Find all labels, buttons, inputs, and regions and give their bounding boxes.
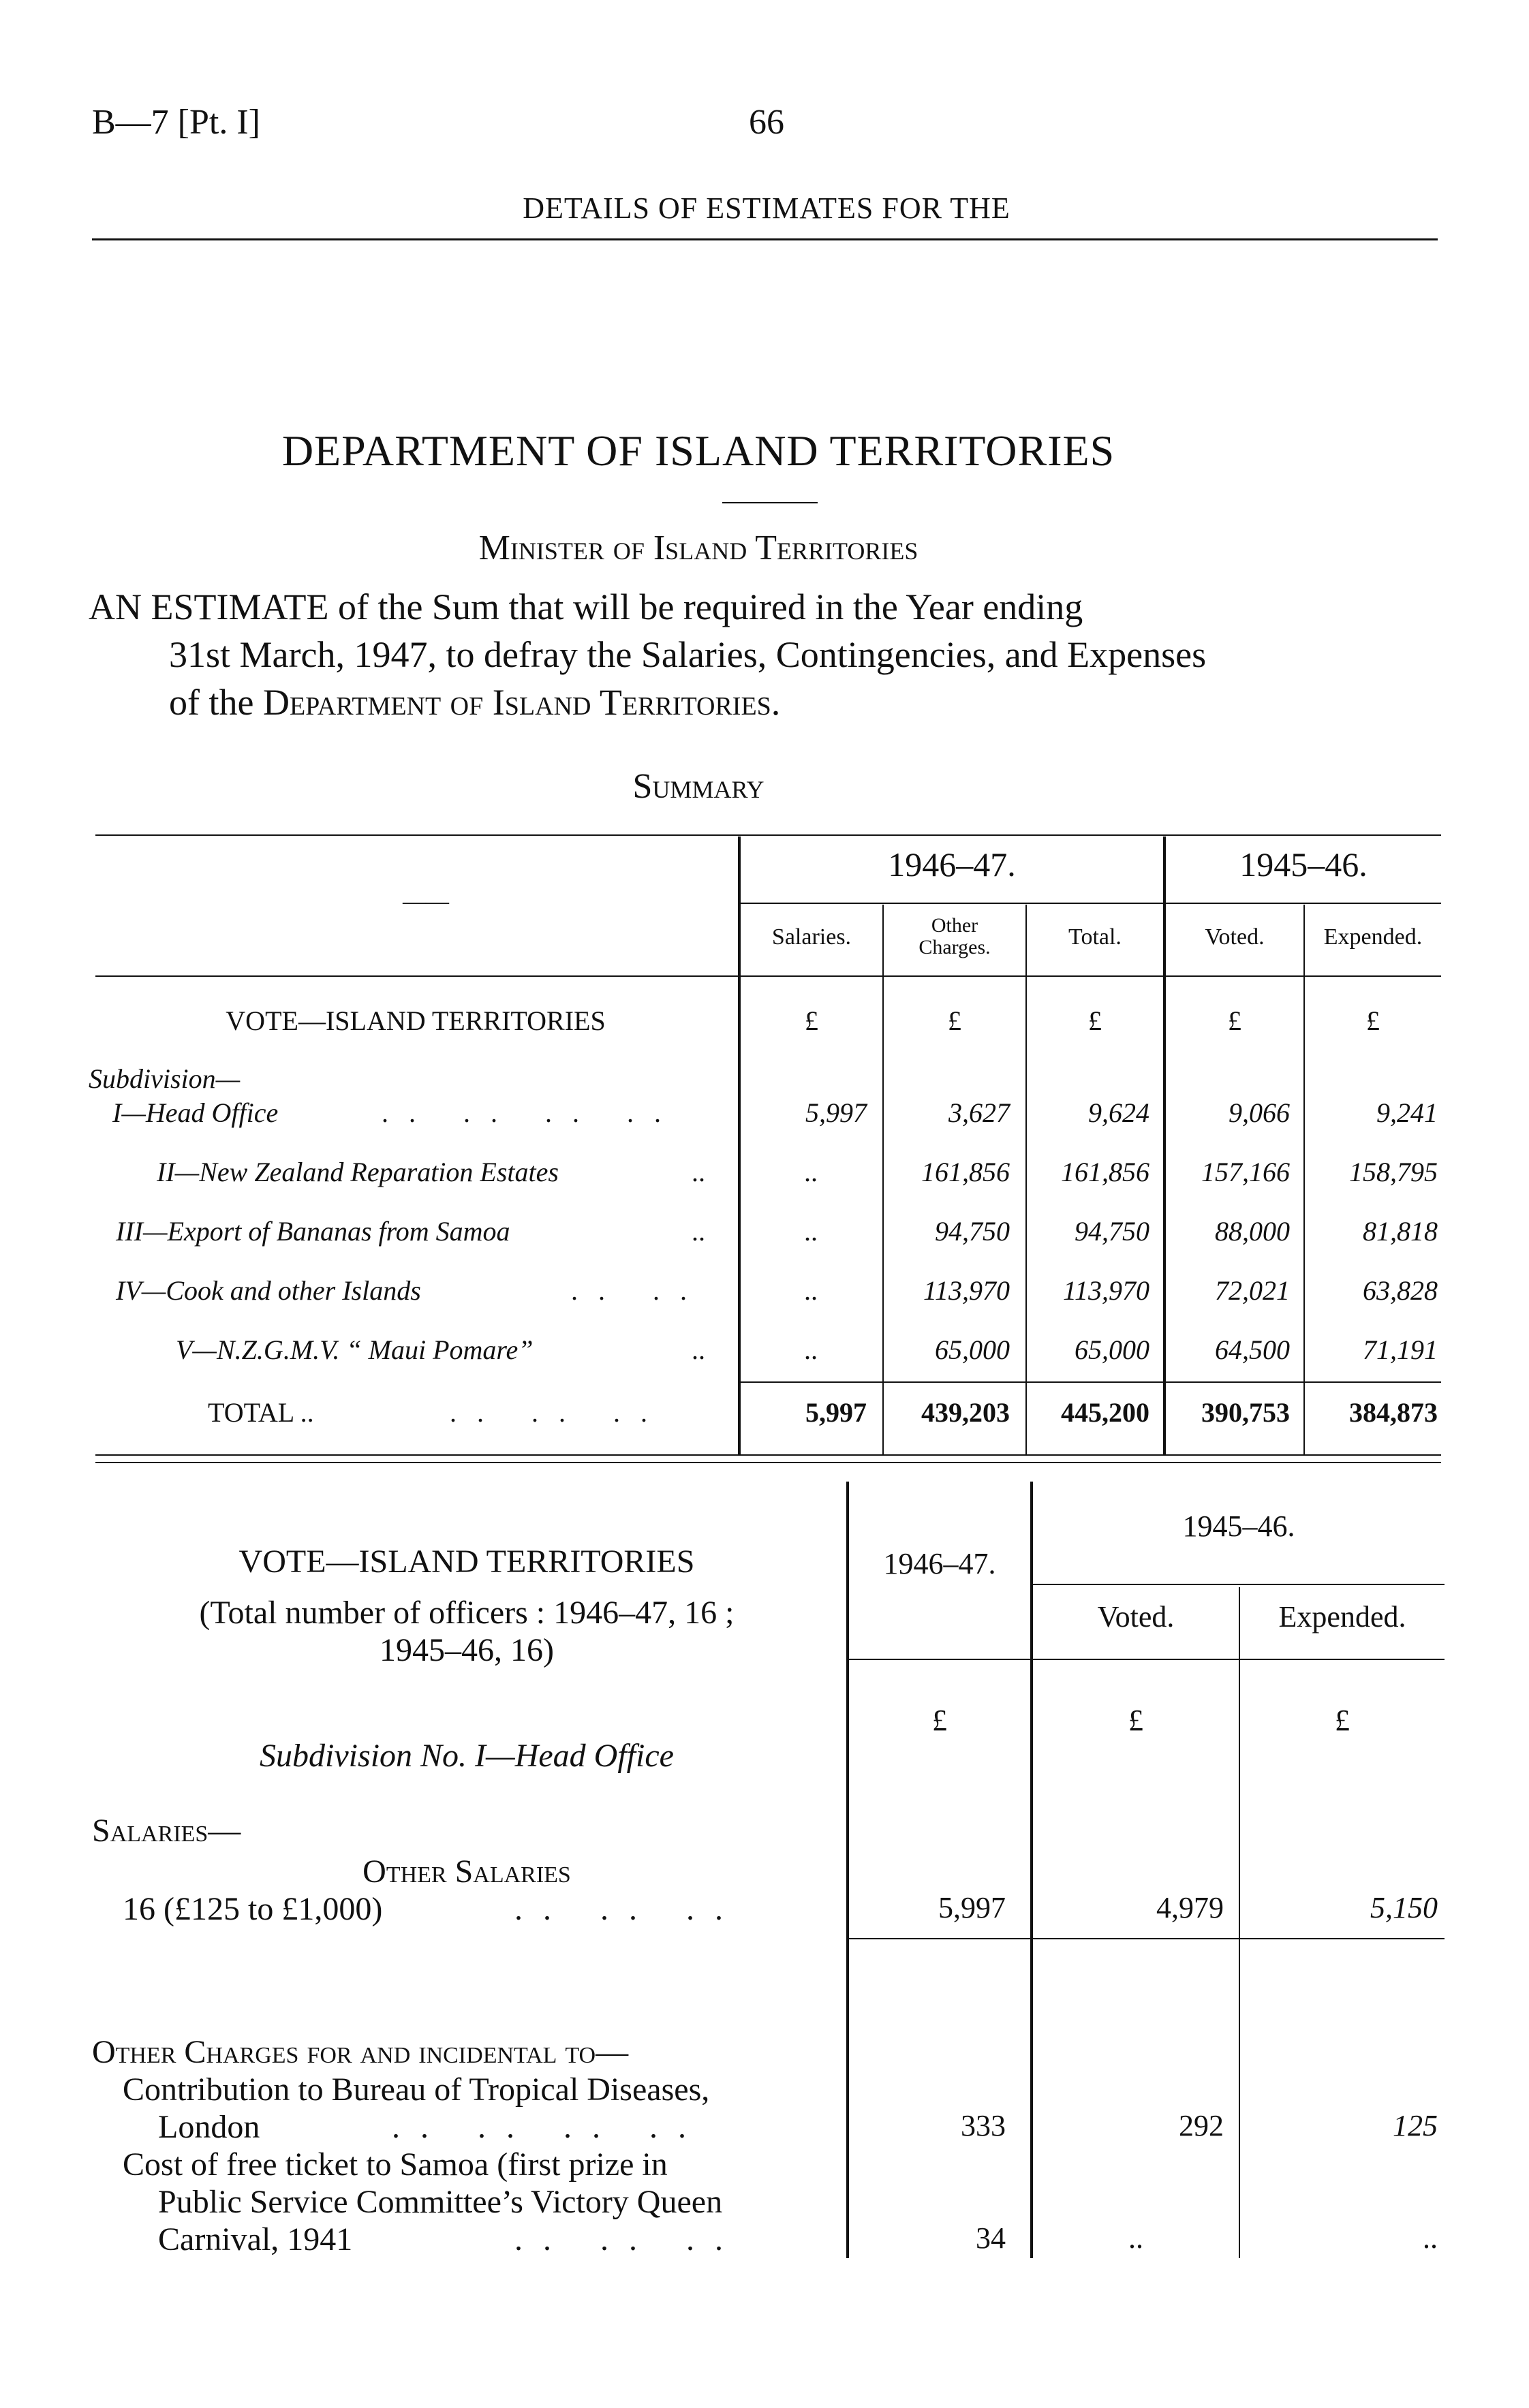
- summary-total-total: 445,200: [1061, 1397, 1149, 1428]
- detail-subdivision-heading: Subdivision No. I—Head Office: [260, 1738, 674, 1774]
- leader-dots: .. ..: [571, 1275, 707, 1306]
- leader-dots: .. .. ..: [514, 2221, 743, 2257]
- summary-total-voted: 390,753: [1201, 1397, 1290, 1428]
- summary-col-voted: Voted.: [1205, 924, 1265, 950]
- summary-cell-voted: 9,066: [1229, 1097, 1290, 1128]
- detail-officers-line2: 1945–46, 16): [380, 1632, 554, 1668]
- summary-cell-expended: 81,818: [1363, 1216, 1438, 1247]
- summary-col-expended: Expended.: [1323, 924, 1423, 950]
- summary-cell-expended: 63,828: [1363, 1275, 1438, 1306]
- detail-salaries-rule: [848, 1938, 1445, 1939]
- detail-item-voted: ..: [1128, 2221, 1143, 2255]
- summary-bottom-rule-2: [95, 1462, 1441, 1463]
- summary-cell-other: 113,970: [923, 1275, 1010, 1306]
- summary-cell-voted: 64,500: [1215, 1334, 1290, 1365]
- summary-currency-voted: £: [1228, 1005, 1241, 1036]
- department-title: DEPARTMENT OF ISLAND TERRITORIES: [281, 426, 1115, 475]
- summary-col-total: Total.: [1068, 924, 1122, 950]
- summary-row-label: III—Export of Bananas from Samoa: [116, 1216, 510, 1247]
- summary-row-label: II—New Zealand Reparation Estates: [157, 1157, 559, 1187]
- summary-cell-expended: 158,795: [1349, 1157, 1438, 1187]
- detail-officers-line1: (Total number of officers : 1946–47, 16 ;: [199, 1595, 735, 1631]
- summary-currency-salaries: £: [805, 1005, 818, 1036]
- summary-currency-expended: £: [1366, 1005, 1380, 1036]
- summary-row-label: V—N.Z.G.M.V. “ Maui Pomare”: [176, 1334, 534, 1365]
- summary-cell-other: 65,000: [935, 1334, 1010, 1365]
- detail-salary-expended: 5,150: [1370, 1891, 1438, 1924]
- detail-item-line: Cost of free ticket to Samoa (first prize in: [123, 2146, 668, 2183]
- page-number: 66: [749, 103, 784, 142]
- summary-cell-total: 94,750: [1075, 1216, 1149, 1247]
- detail-subheader-rule: [1032, 1584, 1445, 1585]
- summary-col-other-line1: Other: [931, 914, 978, 937]
- detail-item-line: Public Service Committee’s Victory Queen: [158, 2184, 723, 2220]
- header-rule: [92, 238, 1438, 240]
- intro-line-3-prefix: of the: [169, 682, 254, 723]
- detail-other-salaries-heading: Other Salaries: [362, 1854, 571, 1890]
- detail-col-voted: Voted.: [1097, 1600, 1175, 1633]
- summary-cell-total: 65,000: [1075, 1334, 1149, 1365]
- summary-cell-salaries: ..: [805, 1216, 818, 1247]
- detail-item-line: Carnival, 1941: [158, 2221, 353, 2257]
- detail-currency-voted: £: [1128, 1704, 1143, 1737]
- summary-dash: ——: [403, 889, 449, 914]
- detail-col-current: 1946–47.: [883, 1547, 996, 1580]
- detail-item-expended: 125: [1393, 2109, 1438, 2142]
- summary-total-other: 439,203: [921, 1397, 1010, 1428]
- detail-item-line: London: [158, 2109, 260, 2145]
- summary-cell-other: 161,856: [921, 1157, 1010, 1187]
- leader-dots: ..: [692, 1157, 705, 1187]
- running-title: DETAILS OF ESTIMATES FOR THE: [523, 191, 1010, 225]
- detail-other-charges-heading: Other Charges for and incidental to—: [92, 2034, 629, 2070]
- summary-total-expended: 384,873: [1349, 1397, 1438, 1428]
- title-rule: [722, 502, 818, 503]
- leader-dots: .. .. .. ..: [392, 2109, 707, 2145]
- detail-vote-heading: VOTE—ISLAND TERRITORIES: [238, 1544, 695, 1580]
- summary-subheader-rule: [739, 903, 1441, 904]
- detail-salary-current: 5,997: [938, 1891, 1006, 1924]
- leader-dots: ..: [692, 1334, 705, 1365]
- summary-row-label: IV—Cook and other Islands: [116, 1275, 421, 1306]
- summary-currency-other: £: [948, 1005, 961, 1036]
- summary-year-previous: 1945–46.: [1239, 845, 1368, 884]
- intro-line-2: 31st March, 1947, to defray the Salaries, Contingencies, and Expenses: [169, 634, 1207, 675]
- summary-row-label: I—Head Office: [112, 1097, 279, 1128]
- summary-cell-salaries: ..: [805, 1157, 818, 1187]
- detail-currency-expended: £: [1335, 1704, 1350, 1737]
- detail-col-previous: 1945–46.: [1182, 1510, 1295, 1543]
- summary-top-rule: [95, 834, 1441, 836]
- summary-cell-salaries: ..: [805, 1275, 818, 1306]
- detail-salaries-heading: Salaries—: [92, 1813, 241, 1849]
- summary-bottom-rule-1: [95, 1454, 1441, 1456]
- detail-item-current: 34: [976, 2221, 1006, 2255]
- summary-cell-expended: 9,241: [1376, 1097, 1438, 1128]
- summary-col-other-charges: [884, 915, 1025, 958]
- intro-line-3: [169, 681, 780, 723]
- leader-dots: .. .. ..: [514, 1891, 743, 1927]
- detail-header-rule: [848, 1659, 1445, 1660]
- detail-salary-voted: 4,979: [1156, 1891, 1224, 1924]
- minister-heading: Minister of Island Territories: [478, 529, 918, 567]
- summary-cell-voted: 88,000: [1215, 1216, 1290, 1247]
- detail-salary-line-label: 16 (£125 to £1,000): [123, 1891, 383, 1927]
- detail-col-expended: Expended.: [1278, 1600, 1406, 1633]
- leader-dots: ..: [692, 1216, 705, 1247]
- detail-item-voted: 292: [1179, 2109, 1224, 2142]
- summary-cell-total: 113,970: [1062, 1275, 1149, 1306]
- intro-line-1: AN ESTIMATE of the Sum that will be required in the Year ending: [89, 587, 1083, 627]
- summary-total-salaries: 5,997: [805, 1397, 867, 1428]
- summary-currency-total: £: [1088, 1005, 1102, 1036]
- summary-total-rule: [739, 1381, 1441, 1383]
- page-reference: B—7 [Pt. I]: [92, 103, 260, 142]
- summary-year-current: 1946–47.: [888, 845, 1016, 884]
- summary-cell-total: 9,624: [1088, 1097, 1149, 1128]
- summary-header-rule: [95, 975, 1441, 977]
- summary-cell-expended: 71,191: [1363, 1334, 1438, 1365]
- summary-cell-voted: 157,166: [1201, 1157, 1290, 1187]
- leader-dots: .. .. .. ..: [382, 1097, 681, 1128]
- summary-vote-label: VOTE—ISLAND TERRITORIES: [226, 1005, 606, 1036]
- detail-item-current: 333: [961, 2109, 1006, 2142]
- detail-currency-current: £: [932, 1704, 947, 1737]
- summary-col-salaries: Salaries.: [771, 924, 852, 950]
- intro-department: Department of Island Territories.: [262, 682, 781, 723]
- summary-cell-salaries: ..: [805, 1334, 818, 1365]
- leader-dots: .. .. ..: [450, 1397, 668, 1428]
- detail-item-expended: ..: [1423, 2221, 1438, 2255]
- summary-cell-other: 94,750: [935, 1216, 1010, 1247]
- summary-subdivision-label: Subdivision—: [89, 1063, 241, 1094]
- summary-total-label: TOTAL ..: [208, 1397, 314, 1428]
- summary-cell-other: 3,627: [948, 1097, 1010, 1128]
- summary-col-other-line2: Charges.: [918, 936, 991, 958]
- summary-cell-salaries: 5,997: [805, 1097, 867, 1128]
- summary-cell-voted: 72,021: [1215, 1275, 1290, 1306]
- summary-cell-total: 161,856: [1061, 1157, 1149, 1187]
- summary-title: Summary: [632, 767, 764, 806]
- detail-item-line: Contribution to Bureau of Tropical Diseases,: [123, 2071, 710, 2108]
